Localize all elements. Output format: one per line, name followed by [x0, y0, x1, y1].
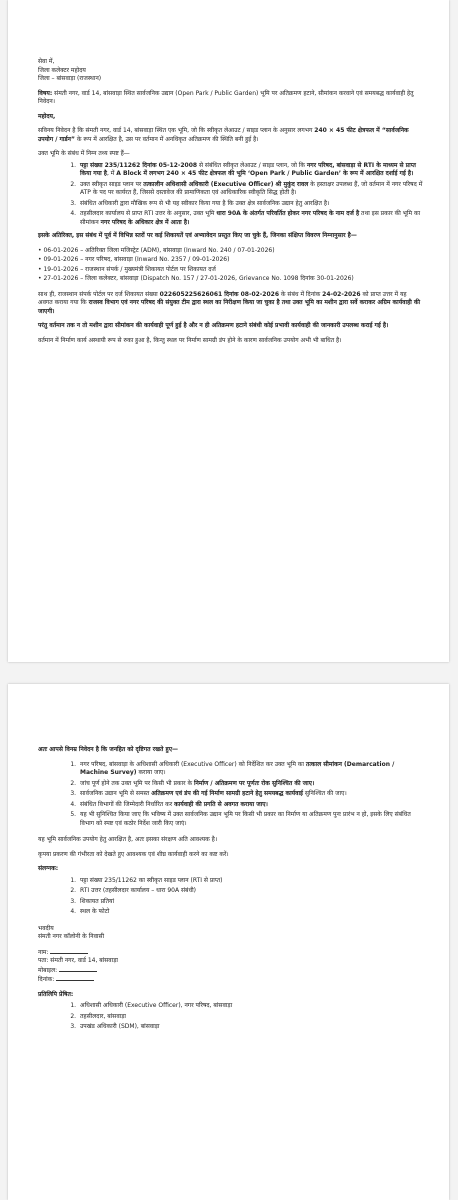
request-item [78, 801, 423, 810]
copy-to-item: 2. तहसीलदार, बांसवाड़ा [78, 1013, 423, 1022]
fact-item [78, 181, 423, 198]
mobile-field [38, 966, 423, 976]
complaint-item: • 06-01-2026 – अतिरिक्त जिला मजिस्ट्रेट (ADM), बांसवाड़ा (Inward No. 240 / 07-01-2026) [38, 246, 275, 254]
enclosures-list [38, 877, 423, 917]
signature-block [38, 925, 423, 985]
fact-bold: तत्कालीन अधिशासी अधिकारी (Executive Officer) श्री मुकुंद रावल [143, 180, 309, 188]
mobile-label: मोबाइल: [38, 966, 58, 974]
request-text: सुनिश्चित की जाए। [302, 790, 347, 798]
date-label: दिनांक: [38, 976, 55, 984]
name-label: नाम: [38, 948, 49, 956]
portal-reply-date: 24-02-2026 [322, 290, 361, 298]
date-blank [56, 975, 94, 981]
address-block [38, 58, 423, 84]
yours-faithfully: भवदीय [38, 924, 54, 932]
name-field [38, 948, 423, 958]
request-item: 5. यह भी सुनिश्चित किया जाए कि भविष्य में उक्त सार्वजनिक उद्यान भूमि पर किसी भी प्रकार का निर्माण या अतिक्रमण पुनः प्रारंभ न हो, इसके लिए संबंधित विभाग को स्पष्ट एवं कठोर निर्देश जारी किए जाएं। [78, 811, 423, 828]
request-text: कराया जाए। [136, 769, 166, 777]
fact-bold: A Block में लगभग 240 × 45 फीट क्षेत्रफल की भूमि ‘Open Park / Public Garden’ के रूप में आरक्षित दर्शाई गई है। [116, 170, 414, 178]
request-text: नगर परिषद, बांसवाड़ा के अधिशासी अधिकारी (Executive Officer) को निर्देशित कर उक्त भूमि का [80, 760, 306, 768]
fact-text: तथा इस प्रकार की भूमि का सीमांकन [80, 210, 421, 226]
copy-to-list [38, 1002, 423, 1032]
fact-item: 3. संबंधित अधिकारी द्वारा मौखिक रूप से भी यह स्वीकार किया गया है कि उक्त क्षेत्र सार्वजनिक उद्यान हेतु आरक्षित है। [78, 200, 423, 209]
current-status-paragraph: परंतु वर्तमान तक न तो मशीन द्वारा सीमांकन की कार्यवाही पूर्ण हुई है और न ही अतिक्रमण हटाने संबंधी कोई प्रभावी कार्यवाही की जानकारी उपलब्ध कराई गई है। [38, 322, 389, 330]
greeting: महोदय, [38, 112, 56, 120]
complaint-item: • 09-01-2026 – नगर परिषद, बांसवाड़ा (Inward No. 2357 / 09-01-2026) [38, 256, 230, 264]
fact-item [78, 162, 423, 179]
portal-reply-summary: राजस्व विभाग एवं नगर परिषद की संयुक्त टीम द्वारा स्थल का निरीक्षण किया जा चुका है तथा उक्त भूमि का मशीन द्वारा सर्वे कराकर अग्रिम कार्यवाही की जाएगी। [38, 299, 421, 315]
residents-line: संमती नगर कॉलोनी के निवासी [38, 933, 105, 941]
enclosure-item: 2. RTI उत्तर (तहसीलदार कार्यालय – धारा 90A संबंधी) [78, 887, 423, 896]
enclosures-label: संलग्नक: [38, 865, 59, 873]
copy-to-label: प्रतिलिपि प्रेषित: [38, 990, 74, 998]
site-status-paragraph: वर्तमान में निर्माण कार्य अस्थायी रूप से रुका हुआ है, किन्तु स्थल पर निर्माण सामग्री डंप होने के कारण सार्वजनिक उपयोग अभी भी बाधित है। [38, 336, 342, 344]
request-bold: तत्काल सीमांकन (Demarcation / Machine Survey) [80, 760, 395, 777]
request-bold: कार्यवाही की प्रगति से अवगत कराया जाए। [174, 800, 268, 808]
request-bold: अतिक्रमण एवं डंप की गई निर्माण सामग्री हटाने हेतु समयबद्ध कार्यवाई [151, 790, 303, 798]
fact-bold: नगर परिषद के अधिकार क्षेत्र में आता है। [100, 218, 190, 226]
date-field [38, 975, 423, 985]
requests-list [38, 761, 423, 829]
request-item [78, 790, 423, 799]
request-text: जांच पूर्ण होने तक उक्त भूमि पर किसी भी प्रकार के [80, 779, 194, 787]
complaint-item: • 27-01-2026 – जिला कलेक्टर, बांसवाड़ा (Dispatch No. 157 / 27-01-2026, Grievance No. 1098 दिनांक 30-01-2026) [38, 275, 354, 283]
document-page-2 [8, 684, 449, 1200]
recipient-location: जिला – बांसवाड़ा (राजस्थान) [38, 75, 102, 83]
salutation: सेवा में, [38, 58, 55, 65]
closing-line-1: यह भूमि सार्वजनिक उपयोग हेतु आरक्षित है, अतः इसका संरक्षण अति आवश्यक है। [38, 836, 218, 844]
enclosure-item: 4. स्थल के फोटो [78, 908, 423, 917]
request-item [78, 780, 423, 789]
fact-bold: नगर परिषद, बांसवाड़ा से RTI के माध्यम से प्राप्त किया गया है [80, 161, 416, 178]
copy-to-item: 1. अधिशासी अधिकारी (Executive Officer), नगर परिषद, बांसवाड़ा [78, 1002, 423, 1011]
fact-text: , में [106, 170, 117, 178]
fact-bold: धारा 90A के अंतर्गत परिवर्तित होकर नगर परिषद के नाम दर्ज है [216, 210, 360, 218]
fact-bold: पट्टा संख्या 235/11262 दिनांक 05-12-2008 [80, 161, 198, 169]
portal-text: के संबंध में दिनांक [279, 290, 323, 298]
enclosure-item: 3. शिकायत प्रतियां [78, 898, 423, 907]
request-bold: निर्माण / अतिक्रमण पर पूर्णतः रोक सुनिश्चित की जाए। [193, 779, 315, 787]
address-line: पता: संमती नगर, वार्ड 14, बांसवाड़ा [38, 957, 118, 965]
complaints-list [38, 247, 423, 284]
subject-line [38, 90, 423, 107]
request-text: संबंधित विभागों की जिम्मेदारी निर्धारित कर [80, 800, 175, 808]
intro-text: सविनय निवेदन है कि संमती नगर, वार्ड 14, बांसवाड़ा स्थित एक भूमि, जो कि स्वीकृत लेआउट / साइड प्लान के अनुसार लगभग [38, 127, 315, 135]
document-page-1 [8, 0, 449, 662]
enclosure-item: 1. पट्टा संख्या 235/11262 का स्वीकृत साइड प्लान (RTI से प्राप्त) [78, 877, 423, 886]
fact-text: उक्त स्वीकृत साइड प्लान पर [80, 180, 144, 188]
intro-highlight: 240 × 45 फीट क्षेत्रफल में “सार्वजनिक उपयोग / गार्डन” [38, 127, 409, 143]
closing-line-2: कृपया प्रकरण की गंभीरता को देखते हुए आवश्यक एवं शीघ्र कार्यवाही करने का कष्ट करें। [38, 850, 229, 858]
facts-list [38, 162, 423, 228]
portal-complaint-number: 022605225626061 दिनांक 08-02-2026 [159, 290, 279, 298]
subject-label: विषय: [38, 89, 53, 97]
mobile-blank [59, 966, 97, 972]
facts-intro: उक्त भूमि के संबंध में निम्न तथ्य स्पष्ट हैं— [38, 150, 130, 158]
fact-item [78, 210, 423, 227]
fact-text: तहसीलदार कार्यालय से प्राप्त RTI उत्तर के अनुसार, उक्त भूमि [80, 210, 217, 218]
fact-text: के हस्ताक्षर उपलब्ध हैं, जो वर्तमान में नगर परिषद में ATP के पद पर कार्यरत हैं, जिससे दस्तावेज की प्रामाणिकता एवं आधिकारिक स्वीकृति सिद्ध होती है। [80, 180, 423, 197]
intro-paragraph [38, 127, 423, 144]
complaints-intro: इसके अतिरिक्त, इस संबंध में पूर्व में विभिन्न स्तरों पर कई शिकायतें एवं अभ्यावेदन प्रस्तुत किए जा चुके हैं, जिनका संक्षिप्त विवरण निम्नानुसार है— [38, 232, 357, 240]
request-item [78, 761, 423, 778]
name-blank [50, 948, 88, 954]
recipient-title: जिला कलेक्टर महोदय [38, 66, 86, 74]
request-text: सार्वजनिक उद्यान भूमि से समस्त [80, 790, 152, 798]
complaint-item: • 19-01-2026 – राजस्थान संपर्क / मुख्यमंत्री शिकायत पोर्टल पर शिकायत दर्ज [38, 265, 216, 273]
intro-text-end: के रूप में आरक्षित है, उस पर वर्तमान में अनधिकृत अतिक्रमण की स्थिति बनी हुई है। [74, 135, 259, 143]
subject-text: संमती नगर, वार्ड 14, बांसवाड़ा स्थित सार्वजनिक उद्यान (Open Park / Public Garden) भूमि पर अतिक्रमण हटाने, सीमांकन करवाने एवं समयबद्ध कार्यवाही हेतु निवेदन। [38, 89, 414, 106]
requests-intro: अतः आपसे विनम्र निवेदन है कि जनहित को दृष्टिगत रखते हुए— [38, 746, 179, 753]
copy-to-item: 3. उपखंड अधिकारी (SDM), बांसवाड़ा [78, 1023, 423, 1032]
portal-paragraph [38, 291, 423, 317]
portal-text: को प्राप्त उत्तर में यह अवगत कराया गया कि [38, 290, 407, 307]
fact-text: से संबंधित स्वीकृत लेआउट / साइड प्लान, जो कि [197, 161, 307, 169]
portal-text: साथ ही, राजस्थान संपर्क पोर्टल पर दर्ज शिकायत संख्या [38, 290, 160, 298]
